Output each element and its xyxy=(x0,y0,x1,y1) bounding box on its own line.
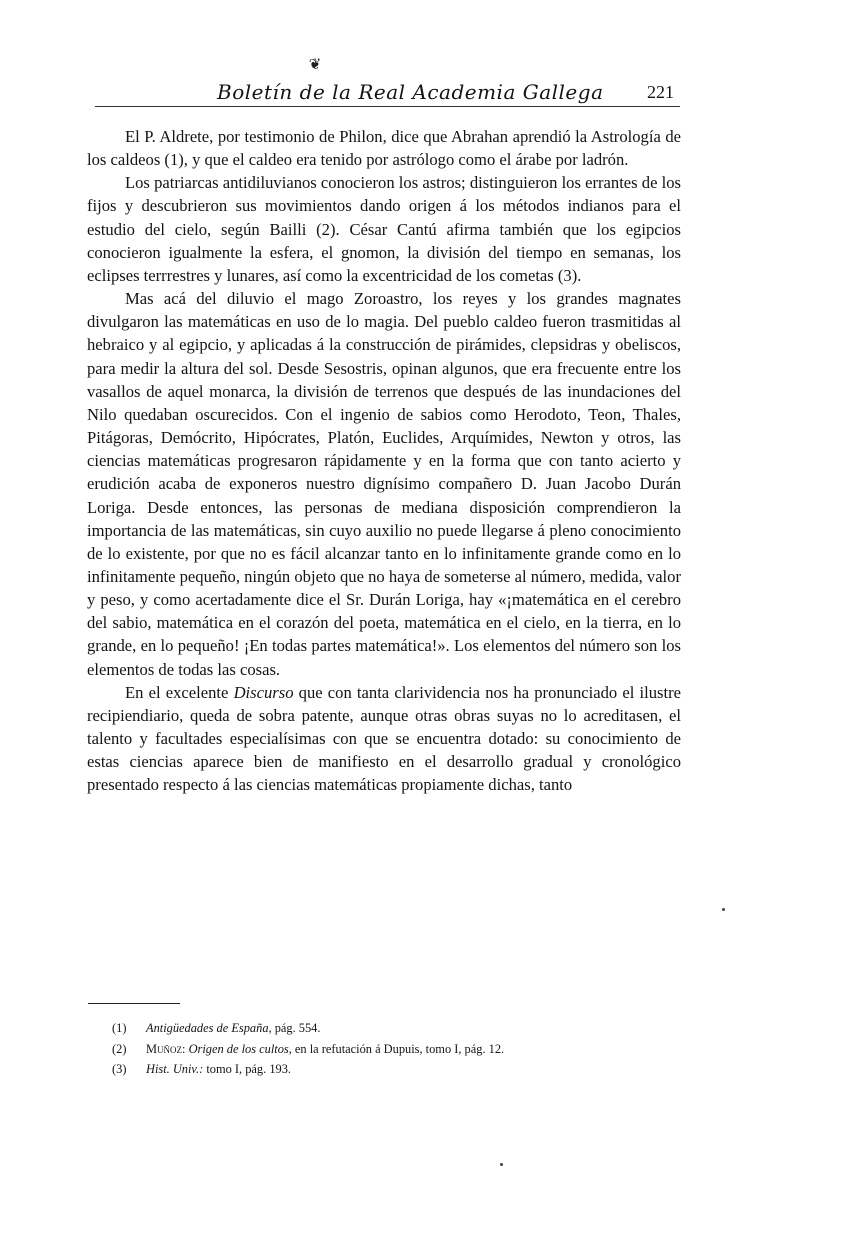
paragraph: En el excelente Discurso que con tanta clarividencia nos ha pronunciado el ilustre recipiendiario, queda de sobra patente, aunque otras obras suyas no lo acreditasen, el talento y facultades especialísimas con que se encuentra dotado: su conocimiento de estas ciencias aparece bien de manifiesto en el desarrollo gradual y cronológico presentado respecto á las ciencias matemáticas propiamente dichas, tanto xyxy=(87,682,681,795)
footnote-rule xyxy=(88,1003,180,1004)
paragraph: Los patriarcas antidiluvianos conocieron los astros; distinguieron los errantes de los fijos y descubrieron sus movimientos dando origen á los métodos indianos para el estudio del cielo, según Bailli (2). César Cantú afirma también que los egipcios conocieron igualmente la esfera, el gnomon, la división del tiempo en semanas, los eclipses terrrestres y lunares, así como la excentricidad de los cometas (3). xyxy=(87,173,681,285)
footnote: (3) Hist. Univ.: tomo I, pág. 193. xyxy=(112,1062,292,1076)
footnotes xyxy=(112,1018,672,1080)
page-number: 221 xyxy=(647,82,674,102)
header-ornament-icon: ❦ xyxy=(308,57,322,73)
footnote: (2) Muñoz: Origen de los cultos, en la refutación á Dupuis, tomo I, pág. 12. xyxy=(112,1041,505,1056)
paragraph: El P. Aldrete, por testimonio de Philon, dice que Abrahan aprendió la Astrología de los caldeos (1), y que el caldeo era tenido por astrólogo como el árabe por ladrón. xyxy=(87,127,681,170)
paragraph: Mas acá del diluvio el mago Zoroastro, los reyes y los grandes magnates divulgaron las matemáticas en uso de lo magia. Del pueblo caldeo fueron trasmitidas al hebraico y al egipcio, y aplicadas á la construcción de pirámides, clepsidras y obeliscos, para medir la altura del sol. Desde Sesostris, opinan algunos, que era frecuente entre los vasallos de aquel monarca, la división de terrenos que después de las inundaciones del Nilo quedaban oscurecidos. Con el ingenio de sabios como Herodoto, Teon, Thales, Pitágoras, Demócrito, Hipócrates, Platón, Euclides, Arquímides, Newton y otros, las ciencias matemáticas progresaron rápidamente y en la forma que con tanto acierto y erudición acaba de exponeros nuestro dignísimo compañero D. Juan Jacobo Durán Loriga. Desde entonces, las personas de mediana disposición comprendieron la importancia de las matemáticas, sin cuyo auxilio no puede llegarse á pleno conocimiento de lo existente, por que no es fácil alcanzar tanto en lo infinitamente grande como en lo infinitamente pequeño, ningún objeto que no haya de someterse al número, medida, valor y peso, y como acertadamente dice el Sr. Durán Loriga, hay «¡matemática en el cerebro del sabio, matemática en el corazón del poeta, matemática en el cielo, en la tierra, en lo grande, en lo pequeño! ¡En todas partes matemática!». Los elementos del número son los elementos de todas las cosas. xyxy=(87,289,681,679)
running-header xyxy=(95,80,680,107)
body-text xyxy=(87,125,681,797)
discurso-italic: Discurso xyxy=(233,682,294,702)
footnote: (1) Antigüedades de España, pág. 554. xyxy=(112,1021,321,1035)
journal-title: Boletín de la Real Academia Gallega xyxy=(217,80,604,104)
scan-speck xyxy=(500,1163,503,1166)
scan-speck xyxy=(722,908,725,911)
